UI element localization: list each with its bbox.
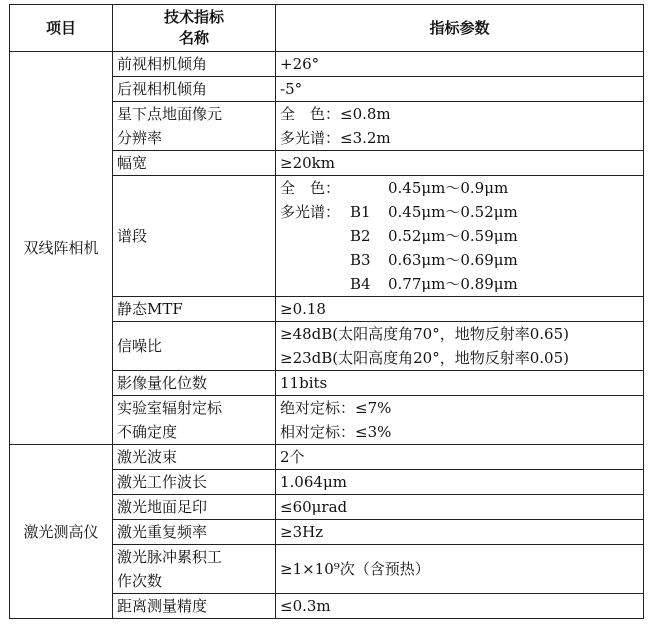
row-param: 1.064μm: [276, 470, 644, 495]
header-name: [113, 5, 276, 52]
table-row: [10, 445, 644, 470]
band-code: B2: [350, 227, 371, 245]
category-cell: 双线阵相机: [10, 52, 113, 445]
row-param-bands: [276, 176, 644, 297]
row-name: 前视相机倾角: [113, 52, 276, 77]
band-row: [280, 248, 639, 272]
row-name: 信噪比: [113, 322, 276, 371]
row-name: 幅宽: [113, 151, 276, 176]
row-name: [113, 102, 276, 151]
band-range: 0.45μm～0.9μm: [388, 179, 509, 197]
row-name: [113, 545, 276, 594]
band-row: [280, 176, 639, 200]
param-line: ≥23dB(太阳高度角20°，地物反射率0.05): [280, 349, 569, 367]
row-name-line: 不确定度: [117, 423, 178, 441]
row-name: 谱段: [113, 176, 276, 297]
row-name-line: 实验室辐射定标: [117, 399, 223, 417]
band-code: B3: [350, 251, 371, 269]
row-name-line: 星下点地面像元: [117, 105, 223, 123]
row-param: ≤60μrad: [276, 495, 644, 520]
param-line: 全 色：≤0.8m: [280, 105, 391, 123]
row-name: [113, 396, 276, 445]
row-param: 2个: [276, 445, 644, 470]
row-param: [276, 396, 644, 445]
row-name: 激光工作波长: [113, 470, 276, 495]
band-row: [280, 224, 639, 248]
band-row: [280, 200, 639, 224]
category-cell: 激光测高仪: [10, 445, 113, 619]
header-param: 指标参数: [276, 5, 644, 52]
band-range: 0.52μm～0.59μm: [388, 227, 518, 245]
band-code: B1: [350, 203, 371, 221]
band-range: 0.77μm～0.89μm: [388, 275, 518, 293]
row-param: ≥0.18: [276, 297, 644, 322]
band-label: 全 色：: [280, 179, 341, 197]
header-row: [10, 5, 644, 52]
row-param: [276, 322, 644, 371]
row-param: ≤0.3m: [276, 594, 644, 619]
row-name: 静态MTF: [113, 297, 276, 322]
param-line: 绝对定标：≤7%: [280, 399, 392, 417]
param-line: ≥48dB(太阳高度角70°，地物反射率0.65): [280, 325, 569, 343]
row-name: 激光波束: [113, 445, 276, 470]
header-category: 项目: [10, 5, 113, 52]
row-name: 激光重复频率: [113, 520, 276, 545]
param-line: 相对定标：≤3%: [280, 423, 392, 441]
param-line: 多光谱：≤3.2m: [280, 129, 391, 147]
spec-table: [9, 4, 644, 619]
row-param: ≥3Hz: [276, 520, 644, 545]
row-name-line: 分辨率: [117, 129, 163, 147]
row-param: [276, 102, 644, 151]
header-name-line1: 技术指标: [163, 8, 224, 26]
row-name: 距离测量精度: [113, 594, 276, 619]
table-row: [10, 52, 644, 77]
row-name-line: 激光脉冲累积工: [117, 548, 223, 566]
band-range: 0.63μm～0.69μm: [388, 251, 518, 269]
row-name: 后视相机倾角: [113, 77, 276, 102]
row-name: 影像量化位数: [113, 371, 276, 396]
band-code: B4: [350, 275, 371, 293]
header-name-line2: 名称: [178, 29, 209, 47]
row-param: ≥1×10⁹次（含预热）: [276, 545, 644, 594]
band-label: 多光谱：: [280, 203, 341, 221]
band-range: 0.45μm～0.52μm: [388, 203, 518, 221]
row-param: ≥20km: [276, 151, 644, 176]
row-param: 11bits: [276, 371, 644, 396]
band-row: [280, 272, 639, 296]
row-param: +26°: [276, 52, 644, 77]
row-param: -5°: [276, 77, 644, 102]
row-name-line: 作次数: [117, 572, 163, 590]
row-name: 激光地面足印: [113, 495, 276, 520]
